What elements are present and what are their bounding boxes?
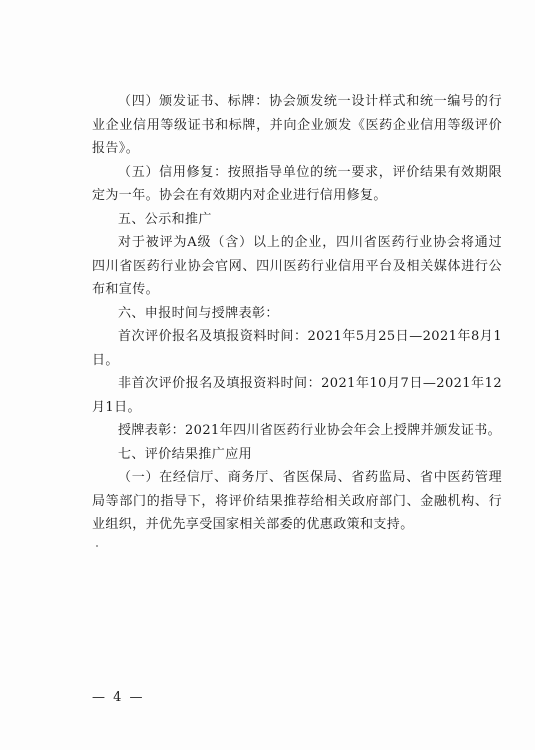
paragraph-publicity: 对于被评为A级（含）以上的企业，四川省医药行业协会将通过四川省医药行业协会官网、四川医药行业信用平台及相关媒体进行公布和宣传。 [92, 235, 502, 297]
section-heading-publicity: 五、公示和推广 [118, 211, 212, 227]
page-number: — 4 — [92, 690, 145, 705]
paragraph-certificate-issuance: （四）颁发证书、标牌：协会颁发统一设计样式和统一编号的行业企业信用等级证书和标牌，并向企业颁发《医药企业信用等级评价报告》。 [92, 94, 502, 156]
paragraph-repeat-evaluation-time: 非首次评价报名及填报资料时间：2021年10月7日—2021年12月1日。 [92, 376, 502, 415]
document-body [92, 90, 502, 537]
paragraph-result-application: （一）在经信厅、商务厅、省医保局、省药监局、省中医药管理局等部门的指导下，将评价结果推荐给相关政府部门、金融机构、行业组织，并优先享受国家相关部委的优惠政策和支持。 [92, 470, 502, 532]
paragraph-first-evaluation-time: 首次评价报名及填报资料时间：2021年5月25日—2021年8月1日。 [92, 329, 502, 368]
scan-speck [96, 545, 98, 547]
paragraph-credit-repair: （五）信用修复：按照指导单位的统一要求，评价结果有效期限定为一年。协会在有效期内对企业进行信用修复。 [92, 164, 502, 203]
section-heading-application: 七、评价结果推广应用 [118, 446, 253, 462]
paragraph-award-ceremony: 授牌表彰：2021年四川省医药行业协会年会上授牌并颁发证书。 [118, 423, 502, 438]
section-heading-schedule: 六、申报时间与授牌表彰： [118, 305, 279, 321]
